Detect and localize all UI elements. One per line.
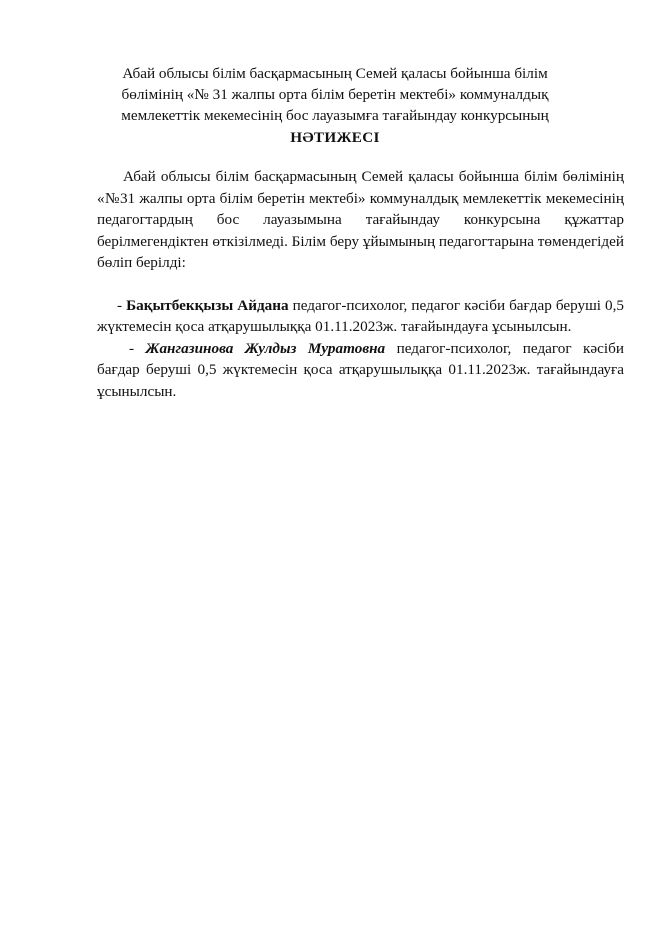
heading-line-2: бөлімінің «№ 31 жалпы орта білім беретін мектебі» коммуналдық xyxy=(121,86,549,103)
document-body xyxy=(97,166,624,402)
result-dash: - xyxy=(117,296,127,314)
result-text: педагог-психолог, педагог кәсіби бағдар беруші 0,5 жүктемесін қоса атқарушылыққа 01.11.2023ж. тағайындауға ұсынылсын. xyxy=(97,339,624,400)
result-text: педагог-психолог, педагог кәсіби бағдар беруші 0,5 жүктемесін қоса атқарушылыққа 01.11.2023ж. тағайындауға ұсынылсын. xyxy=(97,296,624,335)
result-item xyxy=(97,295,624,338)
document-heading xyxy=(100,63,570,148)
heading-line-3: мемлекеттік мекемесінің бос лауазымға тағайындау конкурсының xyxy=(121,107,549,124)
candidate-name: Жангазинова Жулдыз Муратовна xyxy=(145,339,386,357)
result-item xyxy=(97,338,624,403)
document-title: НӘТИЖЕСІ xyxy=(290,129,380,146)
result-dash: - xyxy=(129,339,146,357)
heading-line-1: Абай облысы білім басқармасының Семей қаласы бойынша білім xyxy=(122,65,548,82)
candidate-name: Бақытбекқызы Айдана xyxy=(126,296,289,314)
intro-paragraph: Абай облысы білім басқармасының Семей қаласы бойынша білім бөлімінің «№31 жалпы орта білім беретін мектебі» коммуналдық мемлекеттік мекемесінің педагогтардың бос лауазымына тағайындау конкурсына құжаттар берілмегендіктен өткізілмеді. Білім беру ұйымының педагогтарына төмендегідей бөліп берілді: xyxy=(97,168,624,271)
